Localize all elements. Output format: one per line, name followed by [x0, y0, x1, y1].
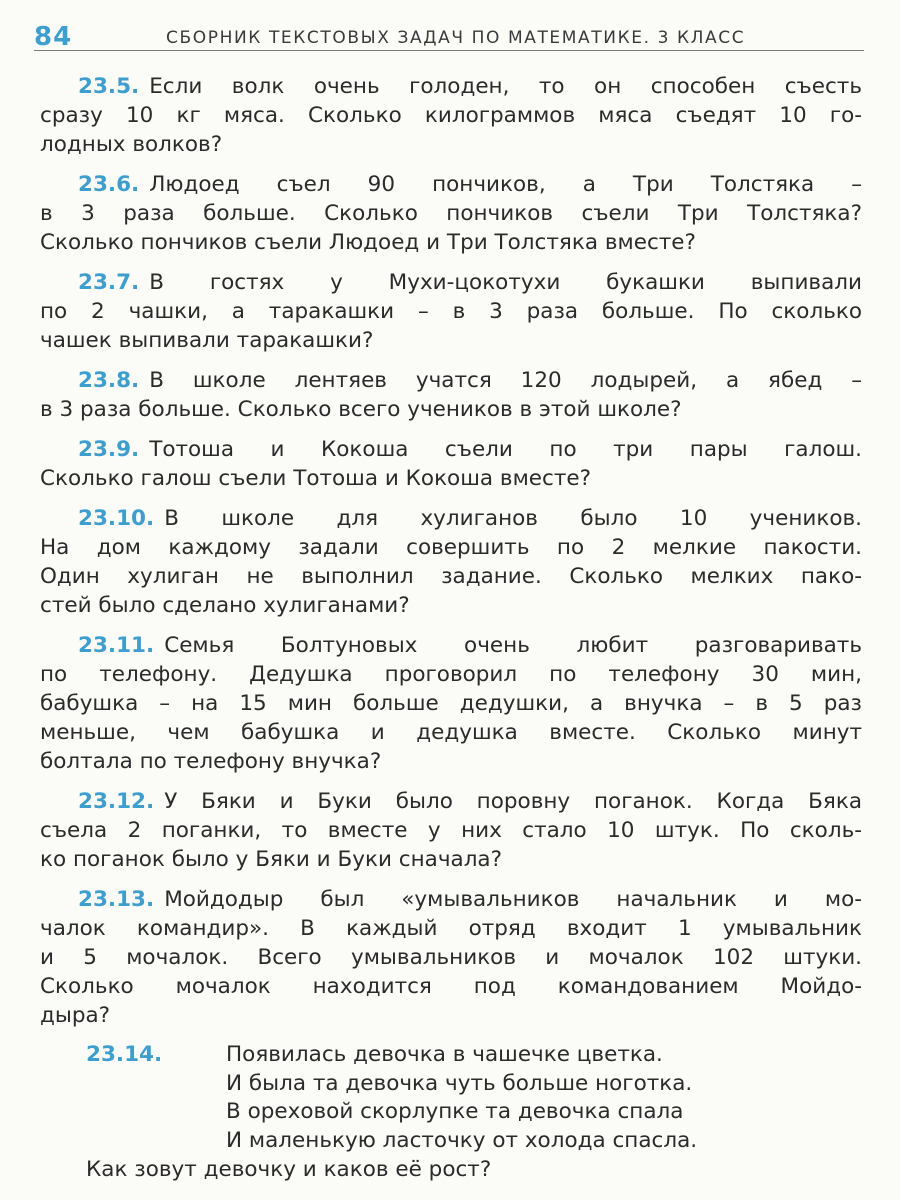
problem-text: лодных волков?: [40, 132, 223, 157]
problem-text: Сколько пончиков съели Людоед и Три Толстяка вместе?: [40, 230, 696, 255]
problem-number: 23.11.: [78, 633, 155, 658]
poem-line: [40, 1127, 862, 1156]
problem-line: [40, 660, 862, 689]
problem-text: Один хулиган не выполнил задание. Сколько мелких пако-: [40, 564, 862, 589]
problem-line: [40, 268, 862, 297]
problem-number: 23.12.: [78, 789, 155, 814]
problem-number: 23.5.: [78, 74, 140, 99]
problem-text: Сколько мочалок находится под командованием Мойдо-: [40, 974, 862, 999]
problem-text: В школе для хулиганов было 10 учеников.: [164, 506, 862, 531]
problem-line: [40, 562, 862, 591]
problem-text: Семья Болтуновых очень любит разговаривать: [164, 633, 862, 658]
problem-number: 23.9.: [78, 437, 140, 462]
problem-text: сразу 10 кг мяса. Сколько килограммов мяса съедят 10 го-: [40, 103, 862, 128]
problem-number: 23.13.: [78, 887, 155, 912]
problem-number: 23.6.: [78, 172, 140, 197]
problem-text: чашек выпивали таракашки?: [40, 328, 374, 353]
problem-line: [40, 504, 862, 533]
problem-line: [40, 326, 862, 355]
problem-line: [40, 366, 862, 395]
poem-verse: В ореховой скорлупке та девочка спала: [226, 1099, 684, 1124]
problem-text: Тотоша и Кокоша съели по три пары галош.: [149, 437, 862, 462]
problem-text: дыра?: [40, 1003, 111, 1028]
problem-text: в 3 раза больше. Сколько пончиков съели Три Толстяка?: [40, 201, 862, 226]
poem-question: Как зовут девочку и каков её рост?: [86, 1157, 492, 1182]
problem-text: меньше, чем бабушка и дедушка вместе. Сколько минут: [40, 720, 862, 745]
problem-line: [40, 972, 862, 1001]
poem-verse: Появилась девочка в чашечке цветка.: [226, 1042, 663, 1067]
poem-line: [40, 1098, 862, 1127]
problem-23-8: [40, 366, 862, 424]
problem-line: [40, 689, 862, 718]
problem-text: по 2 чашки, а таракашки – в 3 раза больше. По сколько: [40, 299, 862, 324]
problem-23-14: [40, 1041, 862, 1184]
problem-line: [40, 631, 862, 660]
page-number: 84: [34, 22, 73, 52]
problem-line: [40, 199, 862, 228]
problem-23-9: [40, 435, 862, 493]
problem-text: В гостях у Мухи-цокотухи букашки выпивали: [149, 270, 862, 295]
problem-text: болтала по телефону внучка?: [40, 749, 382, 774]
problem-text: стей было сделано хулиганами?: [40, 593, 410, 618]
problem-line: [40, 170, 862, 199]
problem-line: [40, 943, 862, 972]
problem-text: Мойдодыр был «умывальников начальник и мо-: [164, 887, 862, 912]
problem-text: У Бяки и Буки было поровну поганок. Когда Бяка: [164, 789, 862, 814]
problem-line: [40, 533, 862, 562]
problem-line: [40, 395, 862, 424]
problem-text: ко поганок было у Бяки и Буки сначала?: [40, 847, 503, 872]
problem-line: [40, 787, 862, 816]
problem-text: чалок командир». В каждый отряд входит 1 умывальник: [40, 916, 862, 941]
page-header: [34, 22, 864, 52]
problem-line: [40, 816, 862, 845]
problem-23-11: [40, 631, 862, 776]
problem-line: [40, 1001, 862, 1030]
problem-text: Если волк очень голоден, то он способен съесть: [149, 74, 862, 99]
problem-line: [40, 885, 862, 914]
problem-text: съела 2 поганки, то вместе у них стало 10 штук. По сколь-: [40, 818, 862, 843]
problem-text: бабушка – на 15 мин больше дедушки, а внучка – в 5 раз: [40, 691, 862, 716]
problem-text: Сколько галош съели Тотоша и Кокоша вместе?: [40, 466, 592, 491]
problem-number: 23.8.: [78, 368, 140, 393]
problem-line: [40, 297, 862, 326]
problem-line: [40, 101, 862, 130]
problem-text: по телефону. Дедушка проговорил по телефону 30 мин,: [40, 662, 862, 687]
problem-23-13: [40, 885, 862, 1030]
header-divider: [34, 50, 864, 51]
problem-line: [40, 845, 862, 874]
problem-number: 23.14.: [86, 1042, 163, 1067]
problem-number: 23.7.: [78, 270, 140, 295]
problem-text: На дом каждому задали совершить по 2 мелкие пакости.: [40, 535, 862, 560]
problem-line: [40, 464, 862, 493]
problem-line: [40, 435, 862, 464]
problem-text: в 3 раза больше. Сколько всего учеников в этой школе?: [40, 397, 682, 422]
problem-line: [40, 72, 862, 101]
problem-line: [40, 747, 862, 776]
problem-23-10: [40, 504, 862, 620]
poem-verse: И маленькую ласточку от холода спасла.: [226, 1127, 698, 1153]
poem-line: [40, 1041, 862, 1070]
problem-23-12: [40, 787, 862, 874]
problem-line: [40, 228, 862, 257]
problem-line: [40, 591, 862, 620]
problem-line: [40, 130, 862, 159]
problem-text: В школе лентяев учатся 120 лодырей, а ябед –: [149, 368, 862, 393]
problem-line: [40, 914, 862, 943]
problem-23-6: [40, 170, 862, 257]
problem-23-7: [40, 268, 862, 355]
problem-23-5: [40, 72, 862, 159]
poem-verse: И была та девочка чуть больше ноготка.: [226, 1070, 693, 1096]
problems-list: [40, 72, 862, 1184]
running-title: СБОРНИК ТЕКСТОВЫХ ЗАДАЧ ПО МАТЕМАТИКЕ. 3 КЛАСС: [166, 28, 746, 48]
problem-line: [40, 718, 862, 747]
problem-number: 23.10.: [78, 506, 155, 531]
problem-text: и 5 мочалок. Всего умывальников и мочалок 102 штуки.: [40, 945, 862, 970]
problem-text: Людоед съел 90 пончиков, а Три Толстяка –: [149, 172, 862, 197]
text-problems: [40, 72, 862, 1030]
poem-line: [40, 1070, 862, 1099]
